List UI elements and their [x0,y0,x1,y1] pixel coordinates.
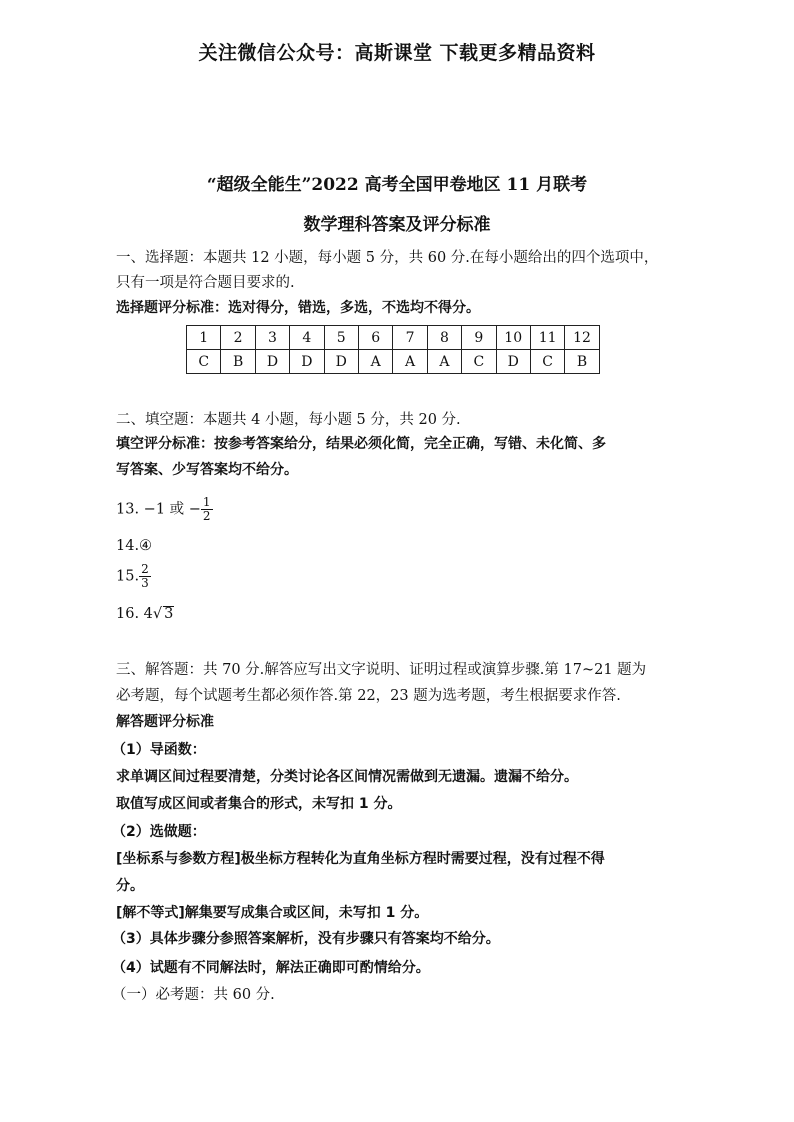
answer-14: 14.④ [116,538,153,554]
part2-criteria-line2: 写答案、少写答案均不给分。 [116,462,298,478]
table-cell: 1 [187,326,221,350]
item1-line-b: 取值写成区间或者集合的形式，未写扣 1 分。 [116,796,402,812]
answer-15 [116,563,686,590]
table-cell: A [427,350,461,374]
part1-intro-line2: 只有一项是符合题目要求的. [116,275,295,291]
table-cell: B [221,350,255,374]
fraction [201,496,213,523]
table-cell: A [358,350,392,374]
numerator: 1 [202,495,211,509]
table-cell: C [187,350,221,374]
denominator: 2 [202,509,211,523]
table-cell: D [324,350,358,374]
part1-criteria: 选择题评分标准：选对得分，错选，多选，不选均不得分。 [116,300,480,316]
table-cell: 5 [324,326,358,350]
table-cell: B [565,350,599,374]
denominator: 3 [141,576,149,590]
part3-intro-line2: 必考题，每个试题考生都必须作答.第 22，23 题为选考题，考生根据要求作答. [116,688,621,704]
table-cell: D [255,350,289,374]
table-cell: A [393,350,427,374]
table-cell: 8 [427,326,461,350]
answer-15-prefix: 15. [116,568,140,585]
item4: （4）试题有不同解法时，解法正确即可酌情给分。 [112,960,430,976]
item3: （3）具体步骤分参照答案解析，没有步骤只有答案均不给分。 [112,931,500,947]
item2-line-a: [坐标系与参数方程]极坐标方程转化为直角坐标方程时需要过程，没有过程不得 [116,851,605,867]
answer-13-prefix: 13. −1 或 − [116,501,201,518]
item2-line-b: 分。 [116,878,144,894]
numerator: 2 [141,562,149,576]
table-cell: D [290,350,324,374]
radicand: 3 [164,606,174,622]
table-cell: 12 [565,326,599,350]
fraction [139,563,151,590]
table-cell: 9 [462,326,496,350]
table-cell: 6 [358,326,392,350]
answer-table-number-row [187,326,600,350]
item2-title: （2）选做题： [112,824,206,840]
part3-heading: 解答题评分标准 [116,714,214,730]
table-cell: 2 [221,326,255,350]
document-subtitle: 数学理科答案及评分标准 [303,215,491,235]
sqrt-sign: √ [152,606,163,622]
part1-intro-line1: 一、选择题：本题共 12 小题，每小题 5 分，共 60 分.在每小题给出的四个选项中， [116,250,659,266]
table-cell: D [496,350,530,374]
document-title: “超级全能生”2022 高考全国甲卷地区 11 月联考 [206,175,588,195]
part2-intro: 二、填空题：本题共 4 小题，每小题 5 分，共 20 分. [116,412,461,428]
item1-title: （1）导函数： [112,742,206,758]
answer-16-prefix: 16. 4 [116,606,153,622]
item1-line-a: 求单调区间过程要清楚，分类讨论各区间情况需做到无遗漏。遗漏不给分。 [116,769,578,785]
item2-line-c: [解不等式]解集要写成集合或区间，未写扣 1 分。 [116,905,429,921]
table-cell: 7 [393,326,427,350]
part2-criteria-line1: 填空评分标准：按参考答案给分，结果必须化简，完全正确，写错、未化简、多 [116,436,606,452]
part3-intro-line1: 三、解答题：共 70 分.解答应写出文字说明、证明过程或演算步骤.第 17~21 题为 [116,662,647,678]
answer-16 [116,604,686,624]
answer-table [186,325,600,374]
table-cell: 10 [496,326,530,350]
answer-table-answer-row [187,350,600,374]
promo-banner: 关注微信公众号：高斯课堂 下载更多精品资料 [198,42,596,64]
table-cell: 11 [530,326,564,350]
required-section: （一）必考题：共 60 分. [112,987,275,1003]
table-cell: C [530,350,564,374]
table-cell: 3 [255,326,289,350]
table-cell: 4 [290,326,324,350]
table-cell: C [462,350,496,374]
answer-13 [116,496,686,523]
